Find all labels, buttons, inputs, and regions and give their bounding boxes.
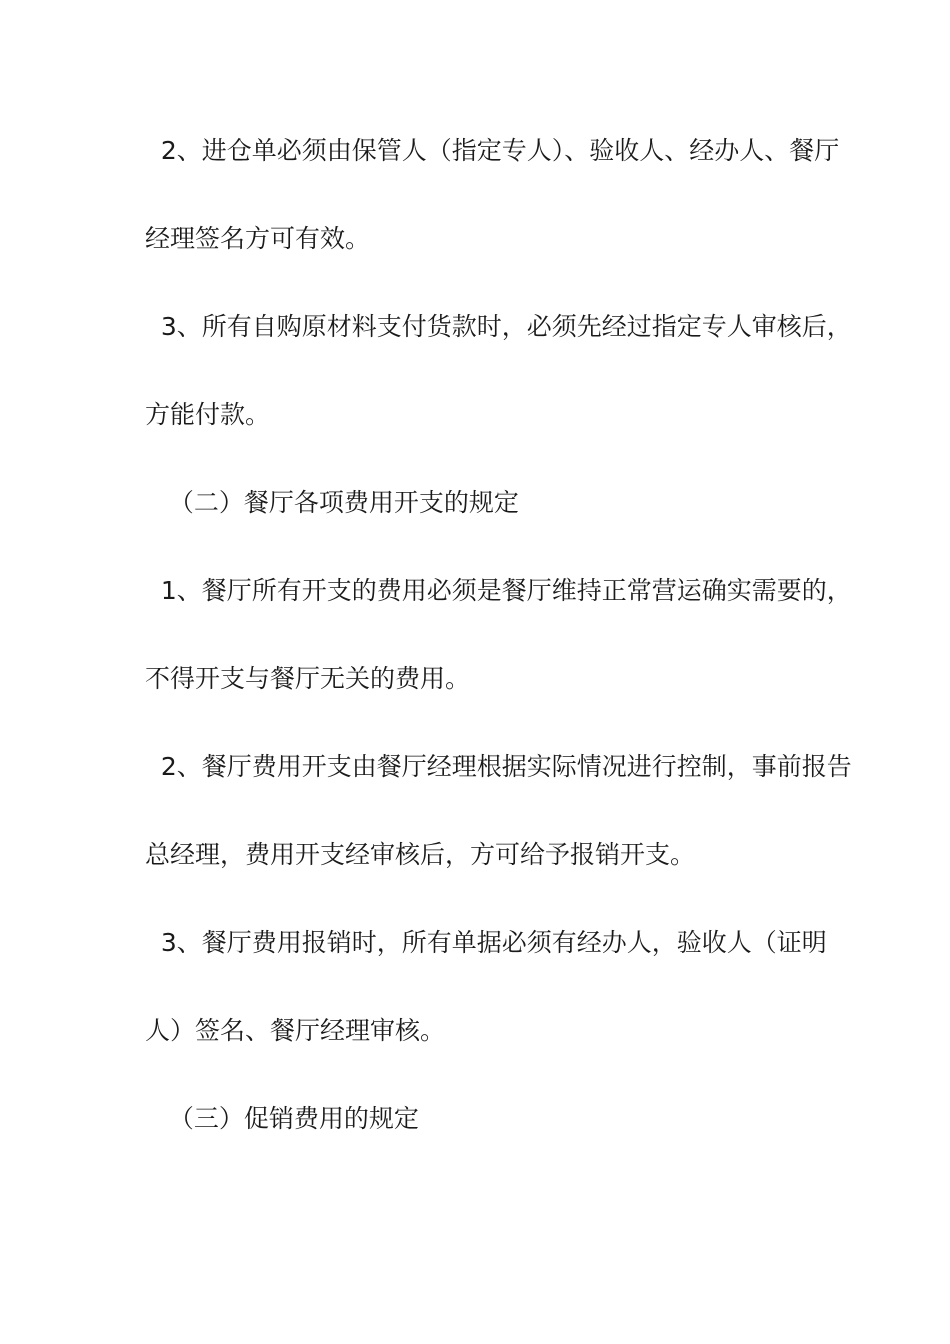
section-heading: （三）促销费用的规定 — [145, 1104, 419, 1133]
text-line: 方能付款。 — [145, 400, 271, 429]
text-line: 1、餐厅所有开支的费用必须是餐厅维持正常营运确实需要的， — [145, 576, 852, 605]
text-line: 总经理，费用开支经审核后，方可给予报销开支。 — [145, 840, 696, 869]
text-line: 经理签名方可有效。 — [145, 224, 371, 253]
text-line: 3、所有自购原材料支付货款时，必须先经过指定专人审核后， — [145, 312, 852, 341]
section-heading: （二）餐厅各项费用开支的规定 — [145, 488, 519, 517]
text-line: 不得开支与餐厅无关的费用。 — [145, 664, 471, 693]
text-line: 人）签名、餐厅经理审核。 — [145, 1016, 446, 1045]
text-line: 3、餐厅费用报销时，所有单据必须有经办人，验收人（证明 — [145, 928, 827, 957]
text-line: 2、进仓单必须由保管人（指定专人）、验收人、经办人、餐厅 — [145, 136, 840, 165]
text-line: 2、餐厅费用开支由餐厅经理根据实际情况进行控制，事前报告 — [145, 752, 852, 781]
